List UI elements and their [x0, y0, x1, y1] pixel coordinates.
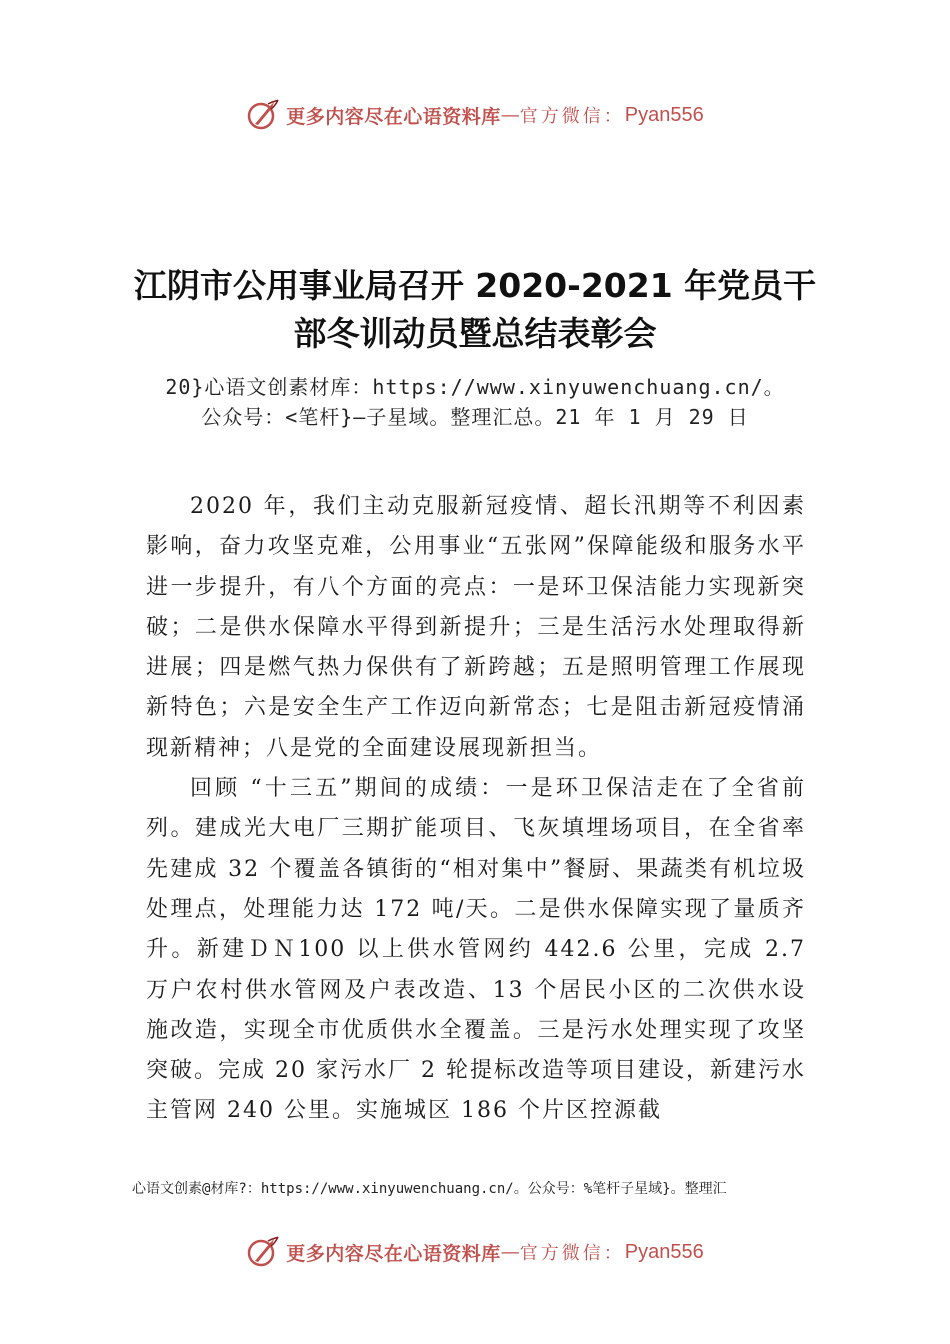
banner-wechat-label: 官方微信：: [519, 1243, 625, 1264]
banner-separator: —: [500, 1241, 520, 1263]
body-paragraph: 回顾 “十三五”期间的成绩：一是环卫保洁走在了全省前列。建成光大电厂三期扩能项目、飞灰填埋场项目，在全省率先建成 32 个覆盖各镇街的“相对集中”餐厨、果蔬类有机垃圾处理点，处理能力达 172 吨/天。二是供水保障实现了量质齐升。新建ＤＮ100 以上供水管网约 442.6 公里，完成 2.7 万户农村供水管网及户表改造、13 个居民小区的二次供水设施改造，实现全市优质供水全覆盖。三是污水处理实现了攻坚突破。完成 20 家污水厂 2 轮提标改造等项目建设，新建污水主管网 240 公里。实施城区 186 个片区控源截: [146, 776, 806, 1124]
banner-separator: —: [500, 104, 520, 126]
quill-pen-logo: [246, 1235, 280, 1269]
body-paragraph: 2020 年，我们主动克服新冠疫情、超长汛期等不利因素影响，奋力攻坚克难，公用事业“五张网”保障能级和服务水平进一步提升，有八个方面的亮点：一是环卫保洁能力实现新突破；二是供水保障水平得到新提升；三是生活污水处理取得新进展；四是燃气热力保供有了新跨越；五是照明管理工作展现新特色；六是安全生产工作迈向新常态；七是阻击新冠疫情涌现新精神；八是党的全面建设展现新担当。: [146, 494, 806, 761]
source-line-url: 20}心语文创素材库：https://www.xinyuwenchuang.cn/。: [165, 375, 785, 399]
banner-wechat-label: 官方微信：: [519, 106, 625, 127]
banner-wechat-id: Pyan556: [624, 103, 704, 126]
quill-pen-logo: [246, 98, 280, 132]
document-body: [146, 487, 806, 1132]
source-info: [120, 372, 830, 432]
banner-wechat-id: Pyan556: [624, 1240, 704, 1263]
banner-text: 更多内容尽在心语资料库: [286, 105, 501, 128]
footer-source-note: 心语文创素@材库?：https://www.xinyuwenchuang.cn/。公众号：%笔杆子星域}。整理汇: [132, 1181, 727, 1197]
document-title: 江阴市公用事业局召开 2020-2021 年党员干部冬训动员暨总结表彰会: [133, 266, 817, 353]
footer-banner: [0, 1232, 950, 1272]
header-banner: [0, 95, 950, 135]
source-line-account: 公众号：<笔杆}—子星域。整理汇总。21 年 1 月 29 日: [201, 405, 749, 429]
banner-text: 更多内容尽在心语资料库: [286, 1242, 501, 1265]
